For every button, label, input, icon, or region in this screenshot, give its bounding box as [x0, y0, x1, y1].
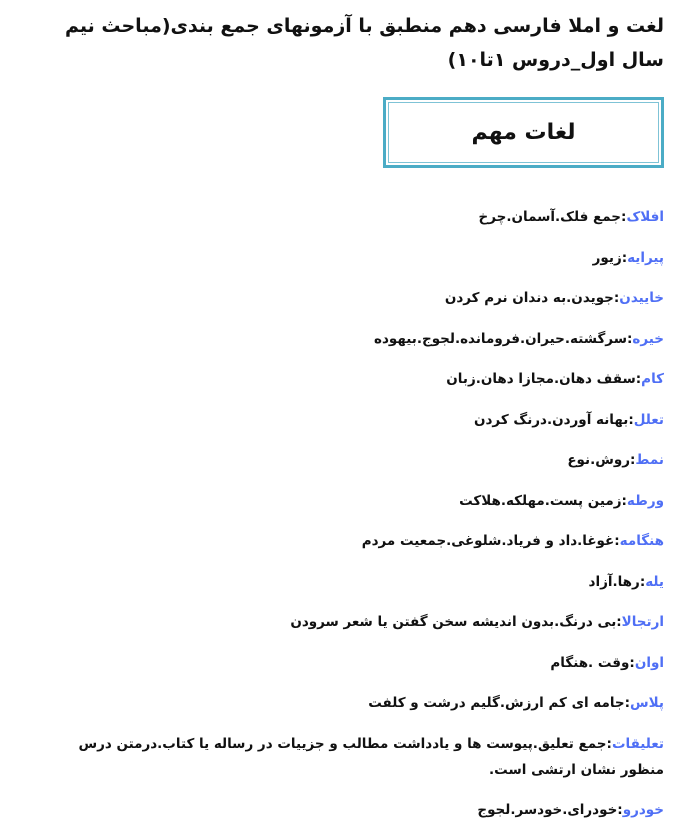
entry-term: اوان — [634, 654, 664, 671]
entry-definition: سقف دهان.مجازا دهان.زبان — [446, 371, 636, 387]
entry-term: کام — [641, 371, 664, 387]
entry-definition: زیور — [592, 249, 622, 266]
entry-term: پیرایه — [627, 249, 664, 266]
section-heading: لغات مهم — [388, 102, 659, 163]
entry-separator: : — [639, 573, 646, 590]
document-page — [36, 0, 664, 818]
entry-separator: : — [635, 371, 642, 387]
entry-definition: بهانه آوردن.درنگ کردن — [473, 411, 629, 428]
entry-definition: جویدن.به دندان نرم کردن — [444, 290, 614, 306]
entry-definition: زمین پست.مهلکه.هلاکت — [459, 492, 622, 509]
entry-term: خیره — [632, 330, 664, 347]
entry-separator: : — [630, 452, 636, 468]
vocabulary-entry — [36, 528, 664, 554]
entry-term: خودرو — [622, 802, 664, 818]
entry-definition: جمع تعلیق.پیوست ها و یادداشت مطالب و جزییات در رساله یا کتاب.درمتن درس منظور نشان ارتشی است. — [78, 735, 664, 778]
entry-definition: جمع فلک.آسمان.چرخ — [478, 209, 622, 225]
entry-term: ورطه — [626, 492, 664, 509]
entry-separator: : — [613, 290, 620, 306]
entry-definition: بی درنگ.بدون اندیشه سخن گفتن یا شعر سرودن — [290, 614, 617, 630]
vocabulary-entry — [36, 366, 664, 392]
entry-separator: : — [624, 695, 631, 711]
entry-definition: خودرای.خودسر.لجوج — [477, 802, 618, 818]
vocabulary-entry — [36, 650, 664, 676]
entry-term: افلاک — [626, 209, 664, 225]
entry-separator: : — [628, 411, 634, 428]
vocabulary-entry — [36, 407, 664, 433]
entry-term: نمط — [635, 452, 664, 468]
entry-separator: : — [616, 614, 622, 630]
entry-term: هنگامه — [619, 533, 664, 549]
vocabulary-entry — [36, 797, 664, 823]
entry-separator: : — [614, 533, 620, 549]
vocabulary-entry — [36, 488, 664, 514]
entry-term: تعلیقات — [611, 735, 664, 752]
entry-term: ارتجالا — [621, 614, 664, 630]
entry-definition: سرگشته.حیران.فرومانده.لجوج.بیهوده — [373, 330, 627, 347]
entry-definition: روش.نوع — [567, 452, 631, 468]
vocabulary-entry — [36, 569, 664, 595]
document-title: لغت و املا فارسی دهم منطبق با آزمونهای جمع بندی(مباحث نیم سال اول_دروس ۱تا۱۰) — [64, 15, 664, 71]
vocabulary-entry — [36, 609, 664, 635]
section-heading-box — [383, 97, 664, 168]
vocabulary-list — [36, 204, 664, 838]
vocabulary-entry — [36, 731, 664, 783]
vocabulary-entry — [36, 204, 664, 230]
entry-definition: رها.آزاد — [588, 573, 640, 590]
entry-separator: : — [621, 492, 627, 509]
entry-definition: وقت .هنگام — [550, 654, 630, 671]
entry-definition: جامه ای کم ارزش.گلیم درشت و کلفت — [368, 695, 625, 711]
vocabulary-entry — [36, 447, 664, 473]
vocabulary-entry — [36, 245, 664, 271]
entry-term: تعلل — [633, 411, 664, 428]
entry-separator: : — [621, 249, 628, 266]
entry-term: پلاس — [630, 695, 664, 711]
entry-definition: غوغا.داد و فریاد.شلوغی.جمعیت مردم — [361, 533, 615, 549]
entry-separator: : — [629, 654, 635, 671]
entry-separator: : — [621, 209, 627, 225]
entry-term: یله — [645, 573, 664, 590]
vocabulary-entry — [36, 285, 664, 311]
entry-term: خاییدن — [619, 290, 664, 306]
entry-separator: : — [626, 330, 633, 347]
entry-separator: : — [606, 735, 612, 752]
vocabulary-entry — [36, 326, 664, 352]
entry-separator: : — [617, 802, 623, 818]
vocabulary-entry — [36, 690, 664, 716]
